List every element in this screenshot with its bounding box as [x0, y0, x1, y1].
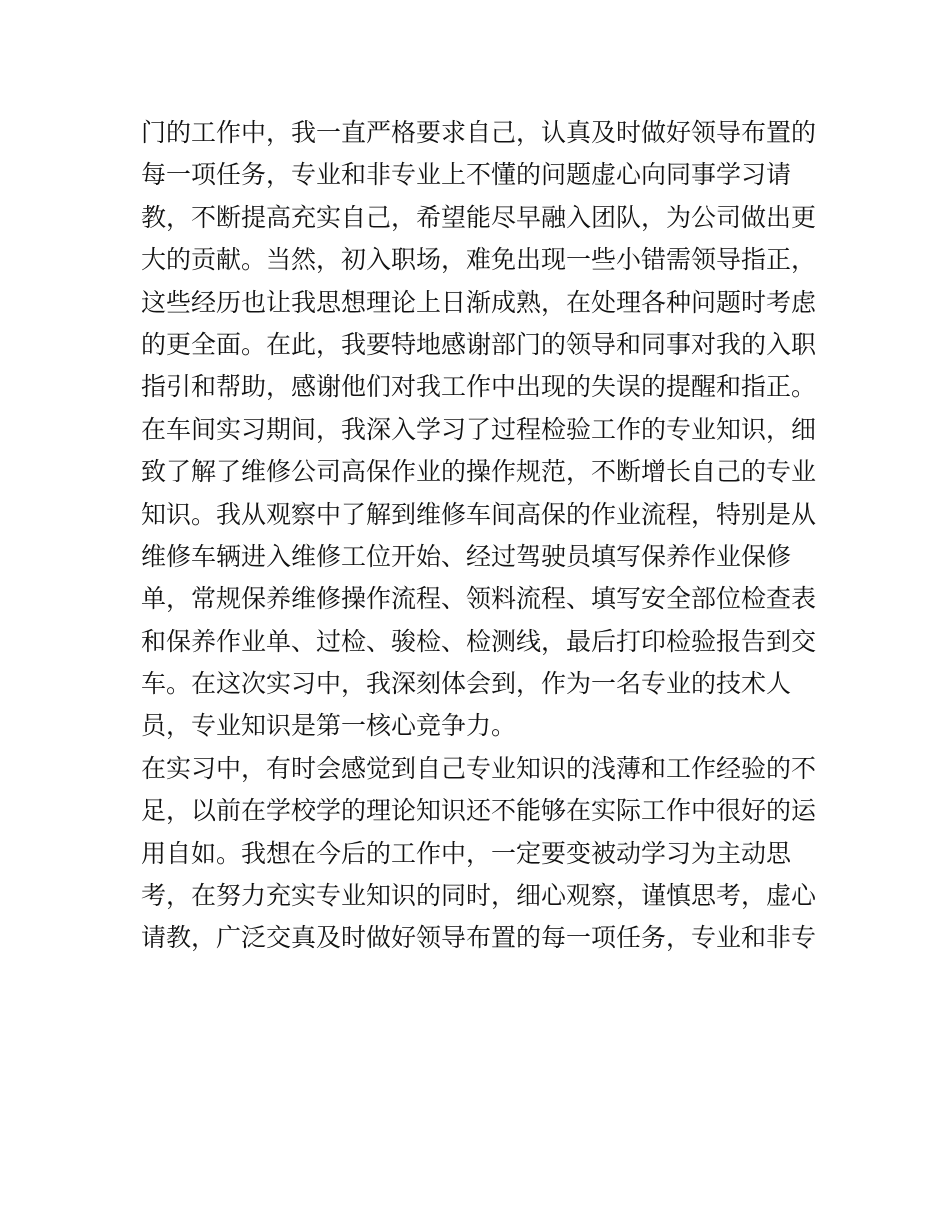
- text-line: 维修车辆进入维修工位开始、经过驾驶员填写保养作业保修: [141, 541, 792, 571]
- text-line: 致了解了维修公司高保作业的操作规范，不断增长自己的专业: [141, 457, 817, 487]
- text-line: 在车间实习期间，我深入学习了过程检验工作的专业知识，细: [141, 414, 817, 444]
- text-line: 每一项任务，专业和非专业上不懂的问题虚心向同事学习请: [141, 160, 792, 190]
- text-line: 指引和帮助，感谢他们对我工作中出现的失误的提醒和指正。: [141, 372, 817, 402]
- text-line: 员，专业知识是第一核心竞争力。: [141, 711, 517, 741]
- text-line: 门的工作中，我一直严格要求自己，认真及时做好领导布置的: [141, 118, 817, 147]
- text-line: 和保养作业单、过检、骏检、检测线，最后打印检验报告到交: [141, 626, 817, 656]
- text-line: 教，不断提高充实自己，希望能尽早融入团队，为公司做出更: [141, 202, 817, 232]
- text-line: 在实习中，有时会感觉到自己专业知识的浅薄和工作经验的不: [141, 753, 817, 783]
- text-line: 知识。我从观察中了解到维修车间高保的作业流程，特别是从: [141, 499, 817, 529]
- text-line: 车。在这次实习中，我深刻体会到，作为一名专业的技术人: [141, 669, 792, 699]
- text-line: 用自如。我想在今后的工作中，一定要变被动学习为主动思: [141, 838, 792, 868]
- text-line: 这些经历也让我思想理论上日渐成熟，在处理各种问题时考虑: [141, 287, 817, 317]
- text-line: 考，在努力充实专业知识的同时，细心观察，谨慎思考，虚心: [141, 881, 817, 911]
- body-text: [141, 112, 821, 960]
- text-line: 请教，广泛交真及时做好领导布置的每一项任务，专业和非专: [141, 923, 817, 953]
- text-line: 大的贡献。当然，初入职场，难免出现一些小错需领导指正，: [141, 245, 817, 275]
- text-line: 足，以前在学校学的理论知识还不能够在实际工作中很好的运: [141, 796, 817, 826]
- text-line: 的更全面。在此，我要特地感谢部门的领导和同事对我的入职: [141, 329, 817, 359]
- text-line: 单，常规保养维修操作流程、领料流程、填写安全部位检查表: [141, 584, 817, 614]
